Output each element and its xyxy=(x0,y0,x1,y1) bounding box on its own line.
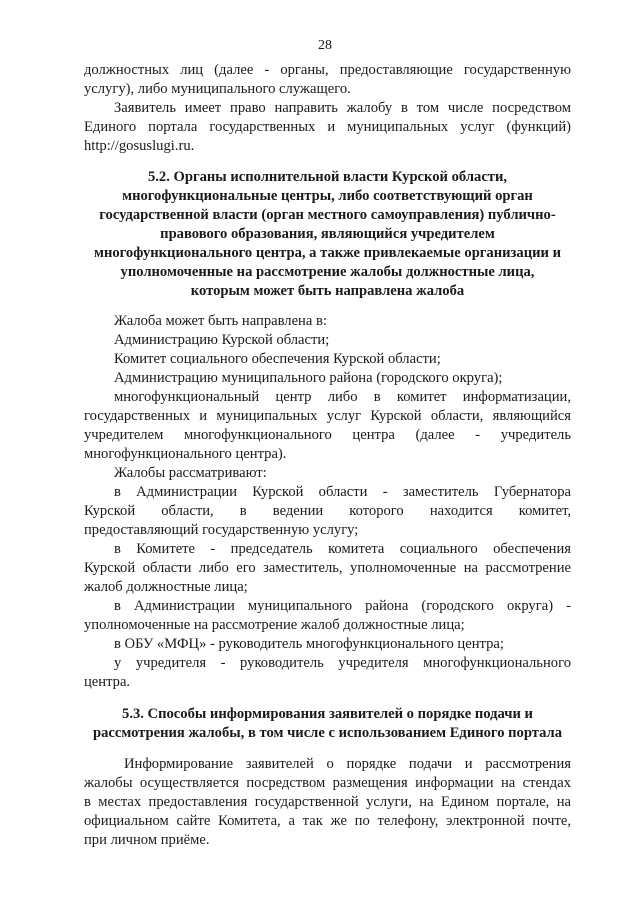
text-line: в ОБУ «МФЦ» - руководитель многофункционального центра; xyxy=(114,636,504,652)
section-heading: рассмотрения жалобы, в том числе с использованием Единого портала xyxy=(92,725,563,741)
text-line: Комитет социального обеспечения Курской области; xyxy=(114,351,441,367)
text-line: в местах предоставления государственной услуги, на Едином портале, на xyxy=(84,794,571,810)
text-line: Курской области либо его заместитель, уполномоченные на рассмотрение xyxy=(84,560,571,576)
text-line: жалоб должностные лица; xyxy=(84,579,248,595)
text-line: учредителем многофункционального центра (далее - учредитель xyxy=(84,427,571,443)
text-line: предоставляющий государственную услугу; xyxy=(84,522,359,538)
text-line: при личном приёме. xyxy=(84,832,210,848)
text-line: многофункциональный центр либо в комитет информатизации, xyxy=(114,389,571,405)
section-heading: 5.3. Способы информирования заявителей о порядке подачи и xyxy=(122,706,533,722)
text-line: Администрацию Курской области; xyxy=(114,332,330,348)
section-heading: государственной власти (орган местного самоуправления) публично- xyxy=(99,207,556,223)
text-line: Жалобы рассматривают: xyxy=(114,465,267,481)
text-line: в Администрации Курской области - заместитель Губернатора xyxy=(114,484,571,500)
section-heading: уполномоченные на рассмотрение жалобы должностные лица, xyxy=(120,264,535,280)
text-line: государственных и муниципальных услуг Курской области, являющийся xyxy=(84,408,571,424)
text-line: Курской области, в ведении которого находится комитет, xyxy=(84,503,571,519)
text-line: Заявитель имеет право направить жалобу в том числе посредством xyxy=(114,100,571,116)
text-line: Администрацию муниципального района (городского округа); xyxy=(114,370,503,386)
text-line: Жалоба может быть направлена в: xyxy=(114,313,327,329)
text-line: официальном сайте Комитета, а так же по телефону, электронной почте, xyxy=(84,813,571,829)
text-line: уполномоченные на рассмотрение жалоб должностные лица; xyxy=(84,617,465,633)
section-heading: многофункциональные центры, либо соответствующий орган xyxy=(122,188,533,204)
section-heading: 5.2. Органы исполнительной власти Курской области, xyxy=(147,169,508,185)
page-number: 28 xyxy=(318,38,332,53)
text-line: в Комитете - председатель комитета социального обеспечения xyxy=(114,541,571,557)
text-line: центра. xyxy=(84,674,131,690)
text-line: многофункционального центра). xyxy=(84,446,287,462)
text-line: должностных лиц (далее - органы, предоставляющие государственную xyxy=(84,62,571,78)
text-line: услугу), либо муниципального служащего. xyxy=(84,81,351,97)
text-line: в Администрации муниципального района (городского округа) - xyxy=(114,598,571,614)
text-line: жалобы осуществляется посредством размещения информации на стендах xyxy=(84,775,571,791)
section-heading: правового образования, являющийся учредителем xyxy=(160,226,495,242)
text-line: Информирование заявителей о порядке подачи и рассмотрения xyxy=(124,756,571,772)
section-heading: которым может быть направлена жалоба xyxy=(190,283,465,299)
url-text: http://gosuslugi.ru. xyxy=(84,138,195,154)
text-line: Единого портала государственных и муниципальных услуг (функций) xyxy=(84,119,571,135)
text-line: у учредителя - руководитель учредителя многофункционального xyxy=(114,655,571,671)
section-heading: многофункционального центра, а также привлекаемые организации и xyxy=(94,245,561,261)
